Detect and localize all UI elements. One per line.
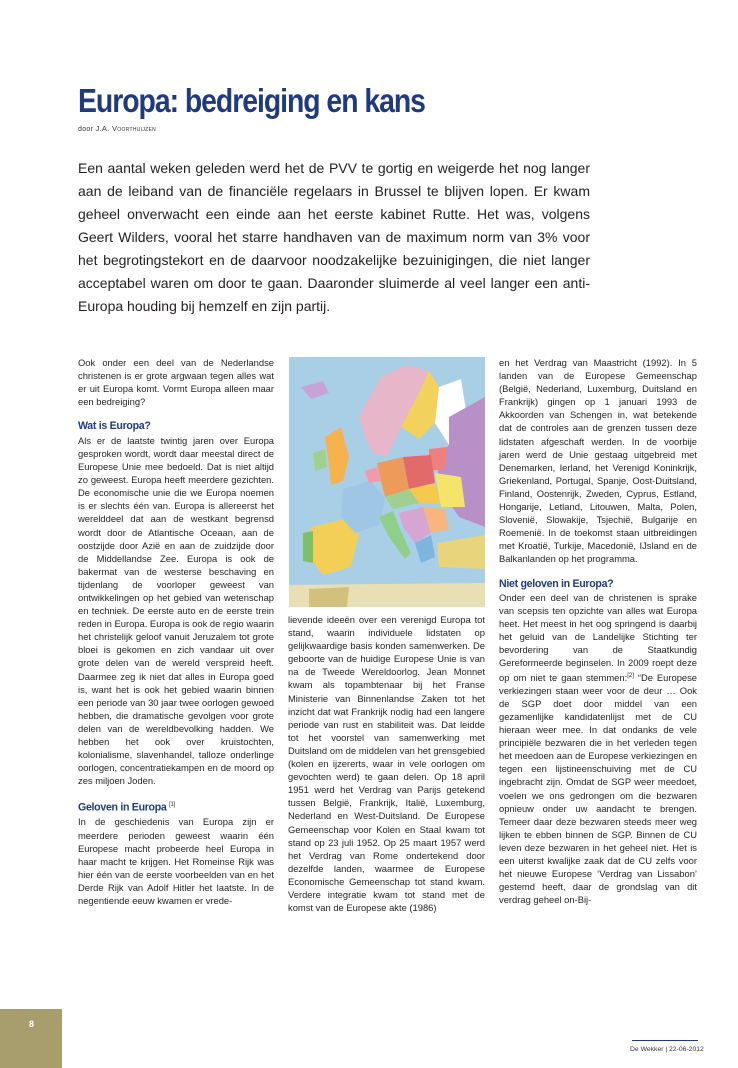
paragraph [499,591,697,906]
paragraph: en het Verdrag van Maastricht (1992). In 5 landen van de Europese Gemeenschap (België, Nederland, Luxemburg, Duitsland en Frankrijk) gingen op 1 januari 1993 de Akkoorden van Schengen in, wat betekende dat de controles aan de grenzen tussen deze lidstaten afgeschaft werden. In de voorbije jaren werd de Unie gestaag uitgebreid met Denemarken, Ierland, het Verenigd Koninkrijk, Griekenland, Portugal, Spanje, Oost-Duitsland, Finland, Oostenrijk, Zweden, Cyprus, Estland, Hongarije, Letland, Litouwen, Malta, Polen, Slovenië, Slowakije, Tsjechië, Bulgarije en Roemenië. In de toekomst staan uitbreidingen met Kroatië, Turkije, Macedonië, IJsland en de Balkanlanden op het programma. [499,357,697,565]
section-heading [78,799,274,815]
article-title: Europa: bedreiging en kans [78,82,425,119]
quote-text: “De Europese verkiezingen staan weer voor de deur … Ook de SGP doet door middel van een gezamenlijke kandidatenlijst met de CU hieraan weer mee. In dat ondanks de vele principiële bezwaren die in het verleden tegen het meedoen aan de Europese verkiezingen en tegen een lijstineenschuiving met de CU ingebracht zijn. Omdat de SGP weer meedoet, voelen we ons gedrongen om die bezwaren opnieuw onder uw aandacht te brengen. Temeer daar deze bezwaren steeds meer weg lijken te ebben binnen de SGP. Binnen de CU leven deze bezwaren in het geheel niet. Het is een uiterst kwalijke zaak dat de CU zelfs voor het nieuwe Europese ‘Verdrag van Lissabon’ gestemd heeft, daar de grondslag van dit verdrag geheel on-Bij- [499,671,698,906]
footnote-ref: [1] [169,802,175,809]
section-heading: Niet geloven in Europa? [499,577,614,590]
page-number: 8 [29,1019,35,1029]
publication-footer: De Wekker | 22-06-2012 [630,1046,704,1053]
byline [78,124,156,133]
footer-rule [632,1040,698,1041]
column-1 [78,356,274,907]
paragraph: In de geschiedenis van Europa zijn er meerdere perioden geweest waarin één Europese macht probeerde heel Europa in haar macht te krijgen. Het Romeinse Rijk was hier één van de eerste voorbeelden van en het Derde Rijk van Adolf Hitler het laatste. In de negentiende eeuw kwamen er vrede- [78,816,274,906]
footnote-ref: [2] [627,672,634,679]
page-number-badge [0,1009,62,1068]
europe-map-illustration [289,357,485,607]
paragraph: Als er de laatste twintig jaren over Europa gesproken wordt, wordt daar meestal direct de Europese Unie mee bedoeld. Dat is niet altijd zo geweest. Europa heeft meerdere gezichten. De economische unie die we Europa noemen is er slechts één van. Europa is allereerst het werelddeel dat aan de westkant begrensd wordt door de Atlantische Oceaan, aan de oostzijde door Azië en aan de zuidzijde door de Middellandse Zee. Europa is ook de bakermat van de westerse beschaving en tijdenlang de voorloper geweest van ontwikkelingen op het gebied van wetenschap en techniek. De eerste auto en de eerste trein reden in Europa. Europa is ook de regio waarin het christelijk geloof vanuit Jeruzalem tot grote bloei is gekomen en zich vandaar uit over grote delen van de wereld verspreid heeft. Daarmee zeg ik niet dat alles in Europa goed is, want het is ook het gebied waarin binnen een periode van 30 jaar twee oorlogen gewoed hebben, die dramatische gevolgen voor grote delen van de wereldbevolking hadden. We hebben het ook over kruistochten, kolonialisme, slavenhandel, talloze onderlinge oorlogen, concentratiekampen en de moord op zes miljoen Joden. [78,434,274,787]
column-3 [499,356,697,906]
intro-paragraph: Een aantal weken geleden werd het de PVV te gortig en weigerde het nog langer aan de leiband van de financiële regelaars in Brussel te blijven lopen. Er kwam geheel onverwacht een einde aan het eerste kabinet Rutte. Het was, volgens Geert Wilders, vooral het starre handhaven van de maximum norm van 3% voor het begrotingstekort en de daarvoor noodzakelijke bezuinigingen, die niet langer acceptabel waren om door te gaan. Daaronder sluimerde al veel langer een anti-Europa houding bij hemzelf en zijn partij. [78,160,590,314]
paragraph: Ook onder een deel van de Nederlandse christenen is er grote argwaan tegen alles wat er uit Europa komt. Vormt Europa alleen maar een bedreiging? [78,357,274,408]
paragraph-text: Onder een deel van de christenen is sprake van scepsis ten opzichte van alles wat Europa heet. Het meest in het oog springend is daarbij het geluid van de Landelijke Stichting ter bevordering van de Staatkundig Gereformeerde beginselen. In 2009 roept deze op om niet te gaan stemmen: [499,592,697,683]
paragraph: lievende ideeën over een verenigd Europa tot stand, waarin individuele lidstaten op gelijkwaardige basis konden samenwerken. De geboorte van de huidige Europese Unie is van na de Tweede Wereldoorlog. Jean Monnet kwam als topambtenaar bij het Franse Ministerie van Binnenlandse Zaken tot het inzicht dat wat Frankrijk nodig had een langere periode van rust en stabiliteit was. Dat leidde tot het voorstel van samenwerking met Duitsland om de middelen van het grensgebied (kolen en ijzererts, waar in vele oorlogen om gevochten werd) te gaan delen. Op 18 april 1951 werd het Verdrag van Parijs getekend tussen België, Frankrijk, Italië, Luxemburg, Nederland en West-Duitsland. De Europese Gemeenschap voor Kolen en Staal kwam tot stand op 23 juli 1952. Op 25 maart 1957 werd het Verdrag van Rome ondertekend door dezelfde landen, waarmee de Europese Economische Gemeenschap tot stand kwam. Verdere integratie kwam tot stand met de komst van de Europese akte (1986) [288,614,485,914]
section-heading-text: Geloven in Europa [78,801,167,814]
author-name: J.A. Voorthuijzen [95,124,157,133]
section-heading: Wat is Europa? [78,420,151,433]
column-2 [288,613,485,914]
europe-map-image [289,357,485,607]
byline-prefix: door [78,126,96,133]
